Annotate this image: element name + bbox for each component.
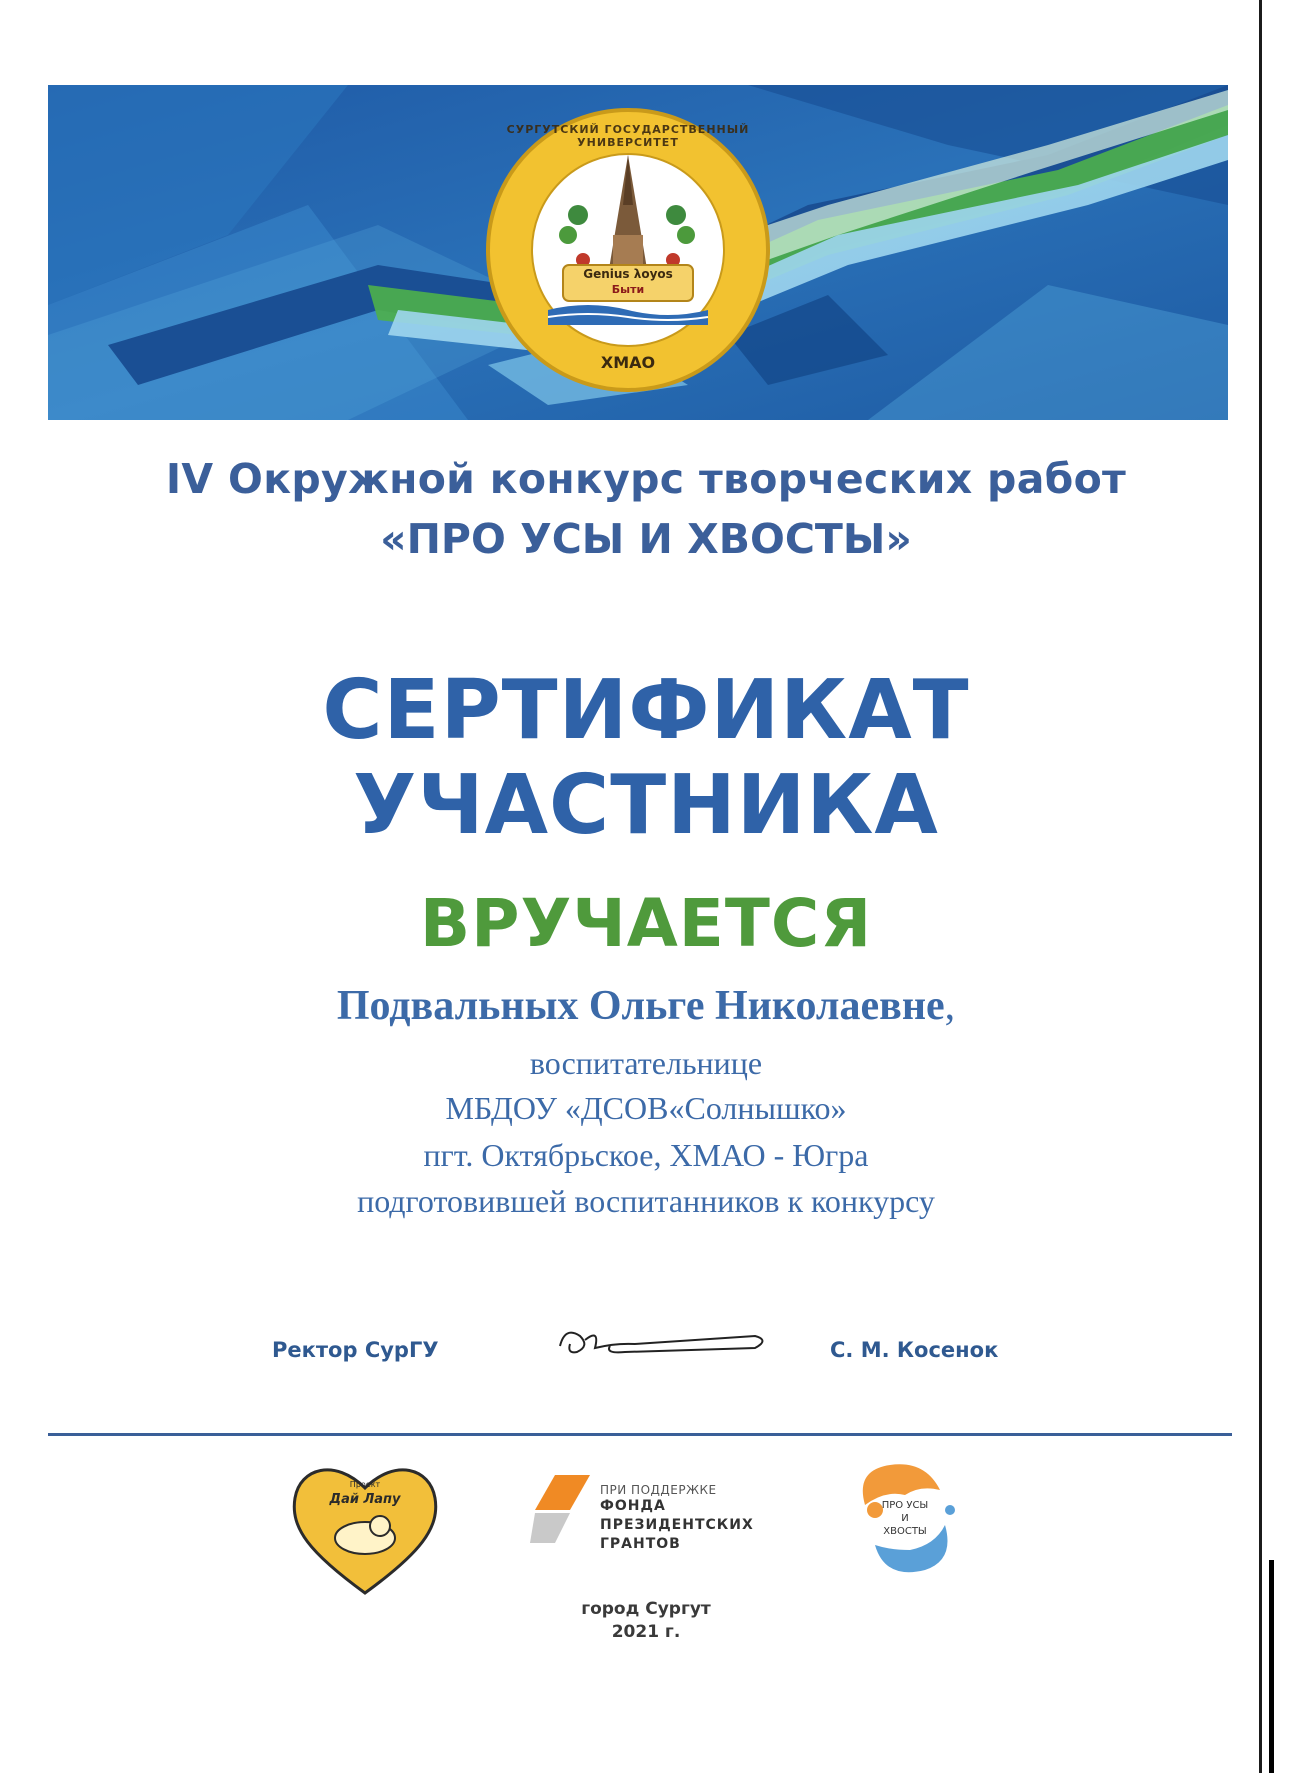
pro-usy-logo xyxy=(845,1450,965,1584)
university-emblem xyxy=(488,110,768,390)
pro-logo-text-3: ХВОСТЫ xyxy=(883,1526,927,1537)
grants-support-label: ПРИ ПОДДЕРЖКЕ xyxy=(600,1483,717,1497)
grants-line3: ГРАНТОВ xyxy=(600,1536,681,1552)
certificate-title-line1: СЕРТИФИКАТ xyxy=(322,663,970,758)
presidential-grants-text xyxy=(600,1483,820,1554)
footer-divider xyxy=(48,1433,1232,1436)
rector-name: С. М. Косенок xyxy=(830,1338,999,1362)
header-banner xyxy=(48,85,1228,420)
contest-title-line2: «ПРО УСЫ И ХВОСТЫ» xyxy=(380,515,912,563)
pro-logo-text-1: ПРО УСЫ xyxy=(881,1500,929,1511)
presidential-grants-icon xyxy=(530,1475,595,1545)
rector-title: Ректор СурГУ xyxy=(272,1338,439,1362)
rector-signature xyxy=(555,1318,775,1368)
footer-city: город Сургут xyxy=(581,1599,711,1619)
scan-edge-dark xyxy=(1269,1560,1274,1773)
emblem-motto-1: Genius λoyos xyxy=(583,267,673,281)
awarded-label: ВРУЧАЕТСЯ xyxy=(419,885,873,962)
grants-line2: ПРЕЗИДЕНТСКИХ xyxy=(600,1517,754,1533)
footer-year: 2021 г. xyxy=(611,1622,681,1642)
contest-title-line1: IV Окружной конкурс творческих работ xyxy=(165,455,1127,503)
dai-lapu-small: Проект xyxy=(349,1480,381,1489)
recipient-reason: подготовившей воспитанников к конкурсу xyxy=(357,1183,935,1219)
pro-logo-text-2: И xyxy=(901,1513,909,1524)
recipient-position: воспитательнице xyxy=(529,1045,763,1081)
dai-lapu-logo xyxy=(290,1458,440,1602)
certificate-title-line2: УЧАСТНИКА xyxy=(353,758,939,853)
recipient-name-suffix: , xyxy=(944,983,956,1029)
recipient-organization: МБДОУ «ДСОВ«Солнышко» xyxy=(445,1090,847,1126)
emblem-outer-text: СУРГУТСКИЙ ГОСУДАРСТВЕННЫЙ УНИВЕРСИТЕТ xyxy=(506,123,750,149)
recipient-name-line xyxy=(0,982,1292,1030)
recipient-name: Подвальных Ольге Николаевне xyxy=(336,983,945,1029)
grants-line1: ФОНДА xyxy=(600,1498,666,1514)
recipient-location: пгт. Октябрьское, ХМАО - Югра xyxy=(423,1137,869,1173)
emblem-bottom-text: ХМАО xyxy=(600,353,656,372)
emblem-motto-2: Быти xyxy=(611,283,645,296)
dai-lapu-title: Дай Лапу xyxy=(329,1492,401,1507)
